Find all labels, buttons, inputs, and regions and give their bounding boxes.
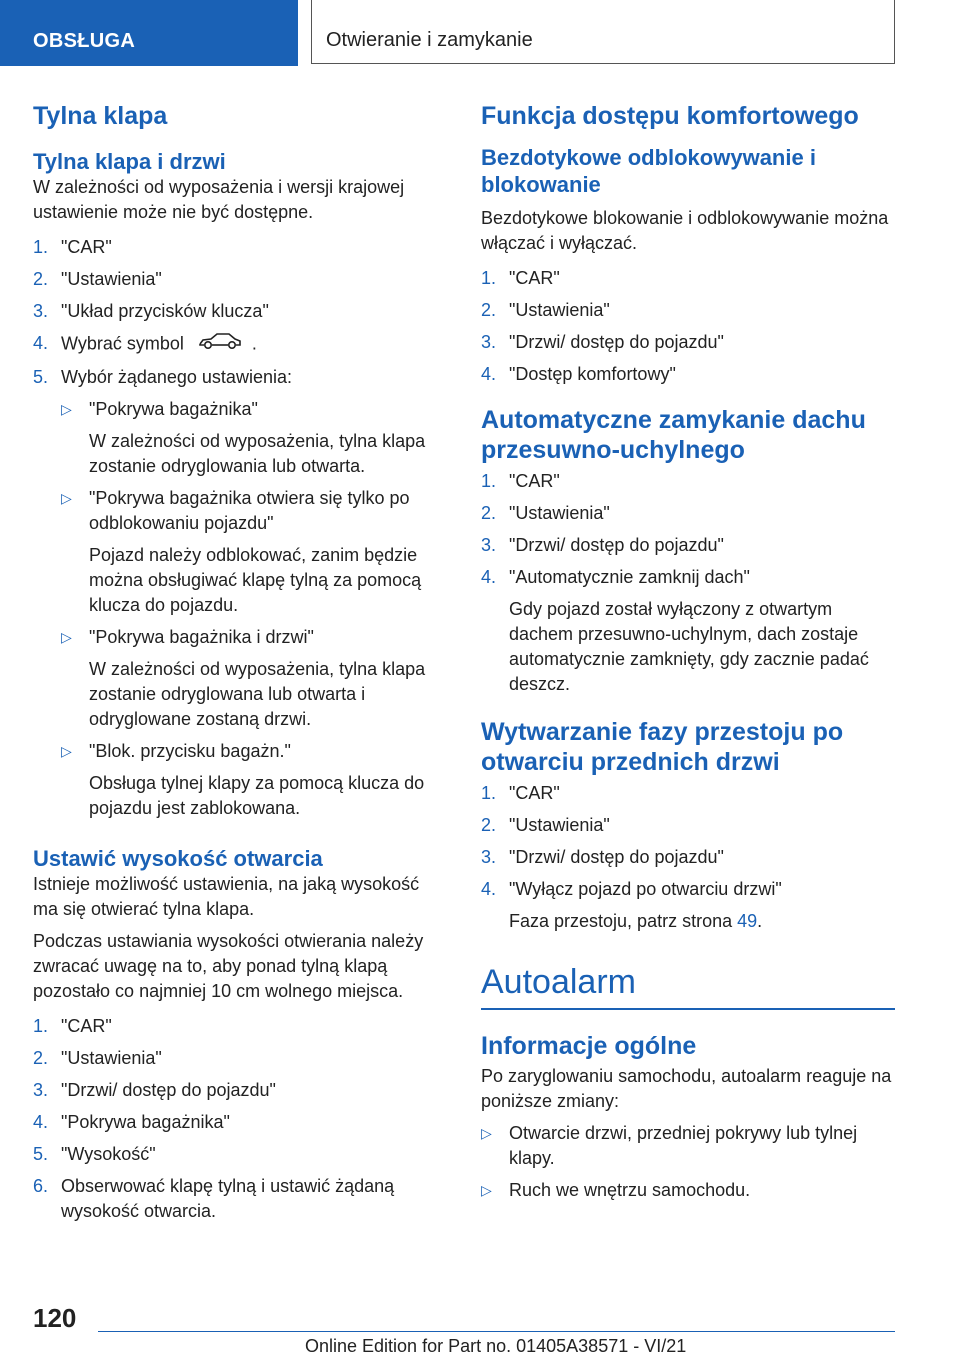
steps-list xyxy=(481,266,895,387)
list-item: 1. "CAR" xyxy=(481,268,560,288)
list-item: 1. "CAR" xyxy=(481,471,560,491)
heading-zamykanie-dachu: Automatyczne zamykanie dachu przesuwno-uchylnego xyxy=(481,406,866,464)
list-item: 2. "Ustawienia" xyxy=(481,503,610,523)
step-description: Faza przestoju, patrz strona 49. xyxy=(509,911,763,931)
list-item: 2. "Ustawienia" xyxy=(33,269,162,289)
subheading-bezdotykowe: Bezdotykowe odblokowywanie i blokowanie xyxy=(481,145,816,197)
list-item: 3. "Drzwi/ dostęp do pojazdu" xyxy=(481,535,724,555)
option-item: ▷ "Blok. przycisku bagażn." Obsługa tylnej klapy za pomocą klucza do pojazdu jest zablokowana. xyxy=(61,741,425,818)
option-item: ▷ "Pokrywa bagażnika otwiera się tylko po odblokowaniu pojazdu" Pojazd należy odblokować, zanim będzie można obsługiwać klapę tylną za pomocą klucza do pojazdu. xyxy=(61,488,422,615)
paragraph: Istnieje możliwość ustawienia, na jaką wysokość ma się otwierać tylna klapa. xyxy=(33,874,420,919)
heading-informacje-ogolne: Informacje ogólne xyxy=(481,1032,697,1060)
list-item: 3. "Drzwi/ dostęp do pojazdu" xyxy=(33,1080,276,1100)
bullet-icon: ▷ xyxy=(61,401,72,417)
list-item: 1. "CAR" xyxy=(481,783,560,803)
list-item: 4. "Wyłącz pojazd po otwarciu drzwi" xyxy=(481,879,782,899)
list-item: 4. Wybrać symbol . xyxy=(33,331,443,358)
list-item: 2. "Ustawienia" xyxy=(33,1048,162,1068)
steps-list xyxy=(481,469,895,697)
chapter-title: Otwieranie i zamykanie xyxy=(311,0,895,64)
list-item: 6. Obserwować klapę tylną i ustawić żądaną wysokość otwarcia. xyxy=(33,1176,395,1221)
list-item: ▷ Ruch we wnętrzu samochodu. xyxy=(481,1178,895,1203)
steps-list xyxy=(481,781,895,934)
heading-faza-przestoju: Wytwarzanie fazy przestoju po otwarciu przednich drzwi xyxy=(481,718,844,776)
option-item: ▷ "Pokrywa bagażnika i drzwi" W zależności od wyposażenia, tylna klapa zostanie odryglowana lub otwarta i odryglowane zostaną drzwi. xyxy=(61,627,426,729)
list-item: 3. "Drzwi/ dostęp do pojazdu" xyxy=(481,332,724,352)
edition-text: Online Edition for Part no. 01405A38571 - VI/21 xyxy=(305,1336,687,1356)
section-title-autoalarm: Autoalarm xyxy=(481,960,895,1010)
subheading-tylna-klapa-i-drzwi: Tylna klapa i drzwi xyxy=(33,149,226,174)
list-item: 1. "CAR" xyxy=(33,237,112,257)
car-icon xyxy=(198,331,242,358)
list-item: 3. "Układ przycisków klucza" xyxy=(33,301,269,321)
list-item: 4. "Dostęp komfortowy" xyxy=(481,364,676,384)
option-item: ▷ "Pokrywa bagażnika" W zależności od wyposażenia, tylna klapa zostanie odryglowania lub otwarta. xyxy=(61,399,426,476)
heading-tylna-klapa: Tylna klapa xyxy=(33,102,168,130)
list-item: 2. "Ustawienia" xyxy=(481,815,610,835)
page-header xyxy=(0,0,960,66)
section-tab: OBSŁUGA xyxy=(0,0,298,66)
bullet-icon: ▷ xyxy=(61,743,72,759)
bullet-icon: ▷ xyxy=(481,1125,492,1141)
right-column xyxy=(481,100,895,1203)
intro-text: W zależności od wyposażenia i wersji krajowej ustawienie może nie być dostępne. xyxy=(33,177,405,222)
paragraph: Podczas ustawiania wysokości otwierania należy zwracać uwagę na to, aby ponad tylną klapą pozostało co najmniej 10 cm wolnego miejsca. xyxy=(33,931,424,1001)
list-item: 1. "CAR" xyxy=(33,1016,112,1036)
intro-text: Po zaryglowaniu samochodu, autoalarm reaguje na poniższe zmiany: xyxy=(481,1066,892,1111)
list-item: 4. "Pokrywa bagażnika" xyxy=(33,1112,230,1132)
list-item: ▷ Otwarcie drzwi, przedniej pokrywy lub tylnej klapy. xyxy=(481,1123,858,1168)
list-item: 3. "Drzwi/ dostęp do pojazdu" xyxy=(481,847,724,867)
bullet-icon: ▷ xyxy=(61,629,72,645)
step-description: Gdy pojazd został wyłączony z otwartym dachem przesuwno-uchylnym, dach zostaje automatycznie zamknięty, gdy zacznie padać deszcz. xyxy=(509,599,869,694)
subheading-wysokosc-otwarcia: Ustawić wysokość otwarcia xyxy=(33,846,323,871)
left-column xyxy=(33,100,443,1224)
page-link[interactable]: 49 xyxy=(737,911,758,931)
list-item: 4. "Automatycznie zamknij dach" xyxy=(481,567,750,587)
bullet-icon: ▷ xyxy=(61,490,72,506)
steps-list xyxy=(33,235,443,390)
list-item: 5. Wybór żądanego ustawienia: xyxy=(33,367,292,387)
page-number: 120 xyxy=(33,1303,77,1333)
footer-divider xyxy=(98,1331,895,1332)
intro-text: Bezdotykowe blokowanie i odblokowywanie można włączać i wyłączać. xyxy=(481,208,889,253)
list-item: 2. "Ustawienia" xyxy=(481,300,610,320)
steps-list xyxy=(33,1014,443,1224)
heading-funkcja-dostepu: Funkcja dostępu komfortowego xyxy=(481,102,859,130)
bullet-list xyxy=(481,1121,895,1203)
bullet-icon: ▷ xyxy=(481,1182,492,1198)
list-item: 5. "Wysokość" xyxy=(33,1144,156,1164)
